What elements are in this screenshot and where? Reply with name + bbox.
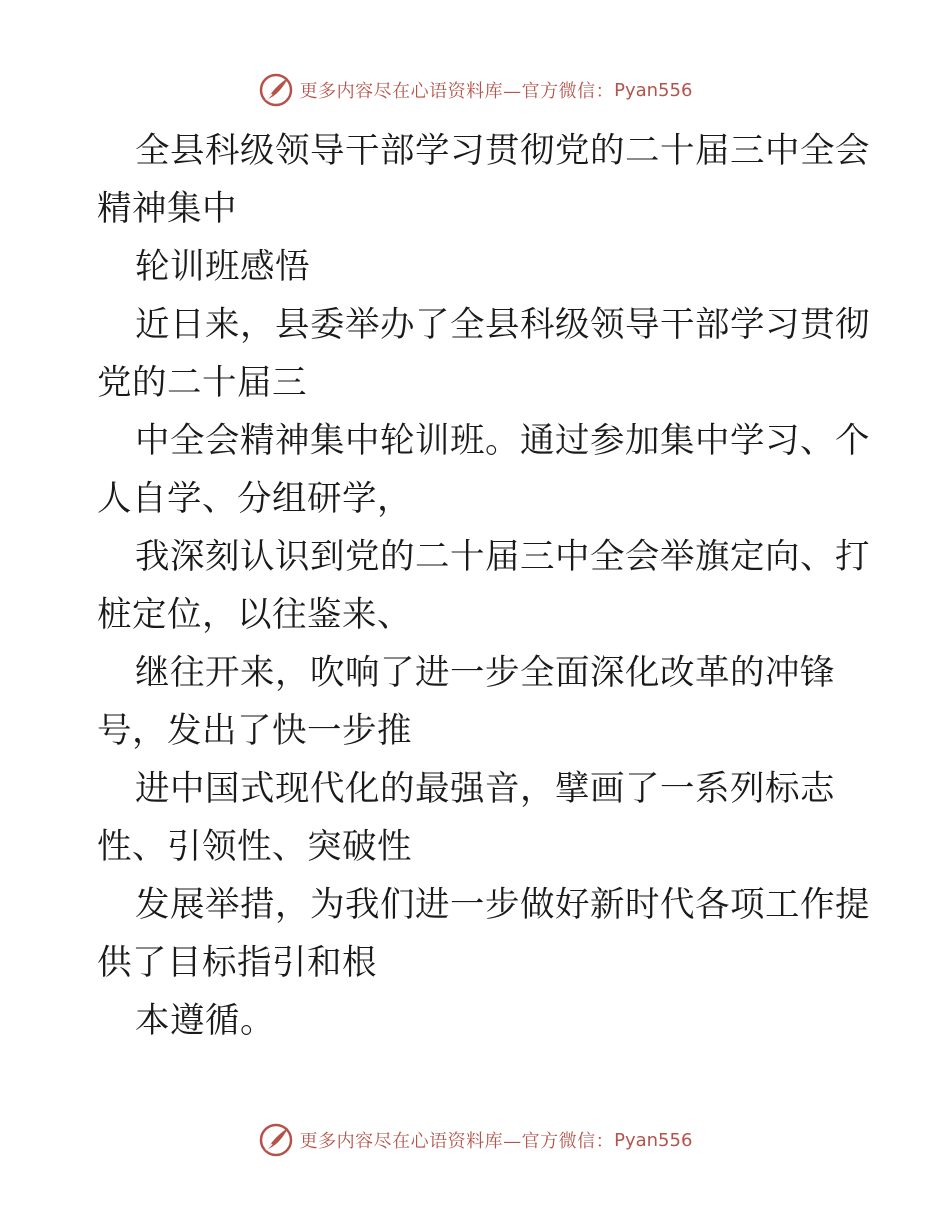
header-banner bbox=[0, 70, 950, 110]
quill-logo-icon bbox=[258, 72, 294, 108]
banner-text: 更多内容尽在心语资料库—官方微信： bbox=[299, 1131, 615, 1152]
text-line: 人自学、分组研学， bbox=[97, 479, 412, 519]
paragraph bbox=[97, 238, 857, 296]
wechat-id: Pyan556 bbox=[614, 1129, 693, 1151]
text-line: 发展举措，为我们进一步做好新时代各项工作提 bbox=[135, 885, 870, 925]
paragraph bbox=[97, 992, 857, 1050]
paragraph bbox=[97, 528, 870, 644]
text-line: 轮训班感悟 bbox=[135, 247, 310, 287]
paragraph bbox=[97, 296, 870, 412]
text-line: 中全会精神集中轮训班。通过参加集中学习、个 bbox=[135, 421, 870, 461]
footer-banner bbox=[0, 1120, 950, 1160]
paragraph bbox=[97, 644, 857, 760]
text-line: 号，发出了快一步推 bbox=[97, 711, 412, 751]
text-line: 本遵循。 bbox=[135, 1001, 275, 1041]
wechat-id: Pyan556 bbox=[614, 79, 693, 101]
paragraph bbox=[97, 412, 870, 528]
paragraph bbox=[97, 122, 870, 238]
text-line: 供了目标指引和根 bbox=[97, 943, 377, 983]
banner-text: 更多内容尽在心语资料库—官方微信： bbox=[299, 81, 615, 102]
text-line: 全县科级领导干部学习贯彻党的二十届三中全会 bbox=[135, 131, 870, 171]
text-line: 党的二十届三 bbox=[97, 363, 307, 403]
text-line: 近日来，县委举办了全县科级领导干部学习贯彻 bbox=[135, 305, 870, 345]
text-line: 我深刻认识到党的二十届三中全会举旗定向、打 bbox=[135, 537, 870, 577]
text-line: 进中国式现代化的最强音，擘画了一系列标志 bbox=[135, 769, 835, 809]
paragraph bbox=[97, 760, 857, 876]
paragraph bbox=[97, 876, 870, 992]
text-line: 继往开来，吹响了进一步全面深化改革的冲锋 bbox=[135, 653, 835, 693]
quill-logo-icon bbox=[258, 1122, 294, 1158]
text-line: 精神集中 bbox=[97, 189, 237, 229]
document-body bbox=[97, 122, 870, 1050]
text-line: 桩定位，以往鉴来、 bbox=[97, 595, 412, 635]
text-line: 性、引领性、突破性 bbox=[97, 827, 412, 867]
